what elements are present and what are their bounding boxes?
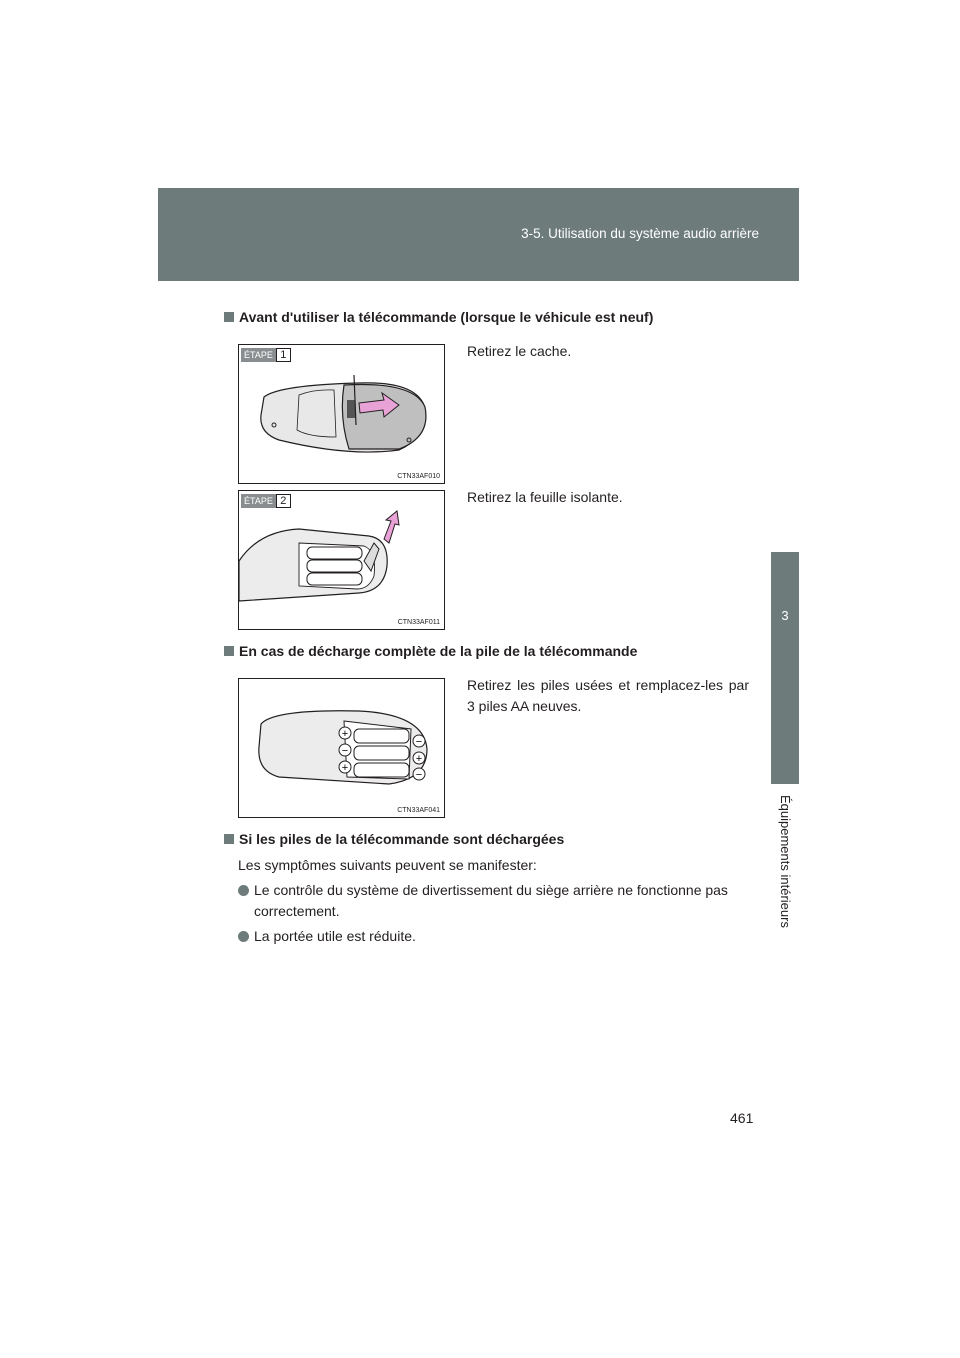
square-bullet-icon — [224, 646, 234, 656]
section-title: 3-5. Utilisation du système audio arrière — [521, 226, 759, 241]
step-label: ÉTAPE — [241, 348, 276, 362]
heading-text: Avant d'utiliser la télécommande (lorsque le véhicule est neuf) — [239, 309, 654, 325]
figure-code: CTN33AF041 — [397, 807, 440, 814]
figure-step-1 — [238, 344, 445, 484]
bullet-item — [238, 880, 774, 922]
step-1-caption: Retirez le cache. — [467, 343, 572, 359]
step-number: 2 — [276, 494, 291, 508]
bullet-dot-icon — [238, 885, 249, 896]
chapter-number: 3 — [781, 608, 789, 623]
bullet-dot-icon — [238, 931, 249, 942]
square-bullet-icon — [224, 312, 234, 322]
battery-polarity-illustration — [239, 679, 444, 817]
battery-caption: Retirez les piles usées et remplacez-les par 3 piles AA neuves. — [467, 677, 749, 714]
svg-text:+: + — [341, 728, 349, 740]
svg-text:−: − — [341, 745, 349, 757]
chapter-label: Équipements intérieurs — [778, 795, 793, 928]
svg-text:−: − — [415, 769, 423, 781]
remote-battery-illustration — [239, 491, 444, 629]
chapter-tab — [771, 552, 799, 784]
heading-text: En cas de décharge complète de la pile de la télécommande — [239, 643, 638, 659]
svg-text:+: + — [341, 762, 349, 774]
heading-text: Si les piles de la télécommande sont déchargées — [239, 831, 565, 847]
svg-text:−: − — [415, 736, 423, 748]
figure-code: CTN33AF011 — [397, 619, 440, 626]
step-number: 1 — [276, 348, 291, 362]
bullet-text: La portée utile est réduite. — [254, 928, 416, 944]
symptoms-intro: Les symptômes suivants peuvent se manifester: — [238, 857, 537, 873]
step-label: ÉTAPE — [241, 494, 276, 508]
step-badge — [241, 494, 291, 508]
section-heading-discharged — [224, 643, 637, 659]
step-2-caption: Retirez la feuille isolante. — [467, 489, 623, 505]
section-heading-symptoms — [224, 831, 564, 847]
section-header — [158, 188, 799, 281]
svg-text:+: + — [415, 753, 423, 765]
step-badge — [241, 348, 291, 362]
square-bullet-icon — [224, 834, 234, 844]
figure-step-2 — [238, 490, 445, 630]
figure-battery-replace — [238, 678, 445, 818]
figure-code: CTN33AF010 — [397, 473, 440, 480]
section-heading-new-vehicle — [224, 309, 653, 325]
bullet-item — [238, 926, 774, 947]
remote-cover-illustration — [239, 345, 444, 483]
bullet-text: Le contrôle du système de divertissement du siège arrière ne fonctionne pas correctement. — [254, 882, 728, 919]
page-number: 461 — [730, 1110, 754, 1126]
